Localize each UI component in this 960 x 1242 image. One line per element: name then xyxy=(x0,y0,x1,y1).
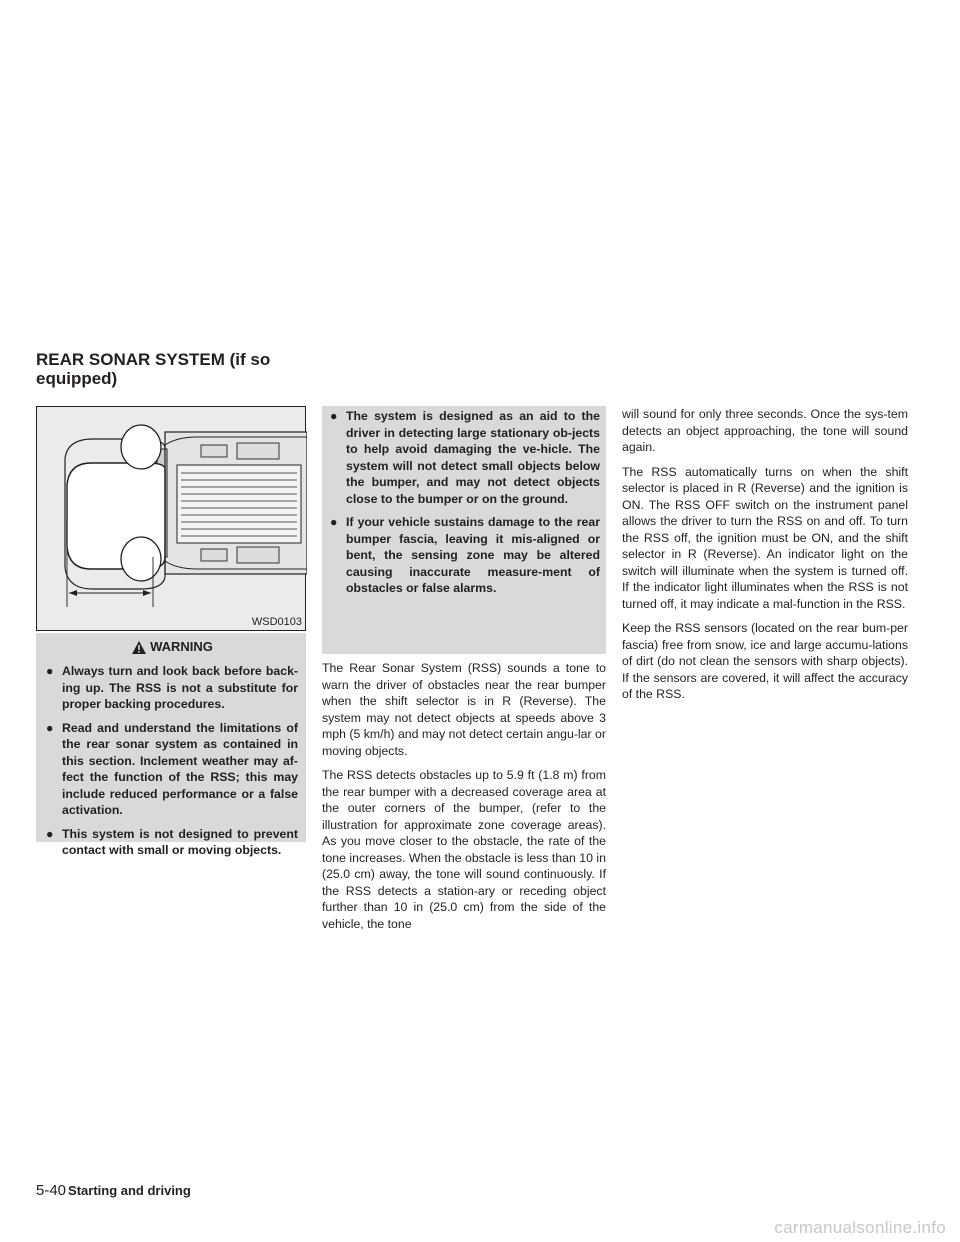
page-number: 5-40 xyxy=(36,1182,67,1199)
warning-item: ● The system is designed as an aid to the driver in detecting large stationary ob-jects to help avoid damaging the ve-hicle. The system will not detect small objects below the bumper, and may not detect objects close to the bumper or on the ground. xyxy=(330,409,600,506)
body-paragraph: Keep the RSS sensors (located on the rear bum-per fascia) free from snow, ice and large accumu-lations of dirt (do not clean the sensors with sharp objects). If the sensors are covered, it will affect the accuracy of the RSS. xyxy=(622,621,908,701)
warning-item: ● This system is not designed to prevent contact with small or moving objects. xyxy=(46,826,298,857)
warning-list-left xyxy=(46,663,298,859)
chapter-title: Starting and driving xyxy=(68,1183,191,1198)
warning-heading xyxy=(46,639,298,655)
watermark: carmanualsonline.info xyxy=(774,1218,946,1237)
warning-item: ● Read and understand the limitations of the rear sonar system as contained in this section. Inclement weather may af-fect the function of the RSS; this may include reduced performance or a false activation. xyxy=(46,720,298,817)
section-title: REAR SONAR SYSTEM (if so equipped) xyxy=(36,350,271,388)
warning-box-right xyxy=(322,406,606,654)
page-footer xyxy=(36,1182,191,1200)
figure-code: WSD0103 xyxy=(251,616,302,628)
body-paragraph: The RSS detects obstacles up to 5.9 ft (1.8 m) from the rear bumper with a decreased coverage area at the outer corners of the bumper, (refer to the illustration for approximate zone coverage areas). As you move closer to the obstacle, the rate of the tone increases. When the obstacle is less than 10 in (25.0 cm) away, the tone will sound continuously. If the RSS detects a station-ary or receding object further than 10 in (25.0 cm) from the side of the vehicle, the tone xyxy=(322,768,606,931)
warning-triangle-icon xyxy=(131,640,147,655)
body-paragraph: The Rear Sonar System (RSS) sounds a tone to warn the driver of obstacles near the rear bumper when the shift selector is in R (Reverse). The system may not detect objects at speeds above 3 mph (5 km/h) and may not detect certain angu-lar or moving objects. xyxy=(322,661,606,758)
warning-box-left xyxy=(36,633,306,857)
rear-sonar-coverage-illustration xyxy=(36,406,306,631)
warning-heading-text: WARNING xyxy=(150,639,213,654)
vehicle-sensor-zone-diagram xyxy=(37,407,307,632)
warning-item: ● Always turn and look back before back-ing up. The RSS is not a substitute for proper backing procedures. xyxy=(46,664,298,711)
warning-item: ● If your vehicle sustains damage to the rear bumper fascia, leaving it mis-aligned or bent, the sensing zone may be altered causing inaccurate measure-ment of obstacles or false alarms. xyxy=(330,515,600,595)
body-column-right xyxy=(622,406,908,711)
body-paragraph: will sound for only three seconds. Once the sys-tem detects an object approaching, the tone will sound again. xyxy=(622,407,908,454)
warning-list-right xyxy=(330,408,600,597)
body-column-middle xyxy=(322,660,606,940)
body-paragraph: The RSS automatically turns on when the shift selector is placed in R (Reverse) and the ignition is ON. The RSS OFF switch on the instrument panel allows the driver to turn the RSS on and off. To turn the RSS off, the ignition must be ON, and the shift selector in R (Reverse). An indicator light on the switch will illuminate when the system is turned off. If the indicator light illuminates when the RSS is not turned off, it may indicate a mal-function in the RSS. xyxy=(622,464,908,611)
